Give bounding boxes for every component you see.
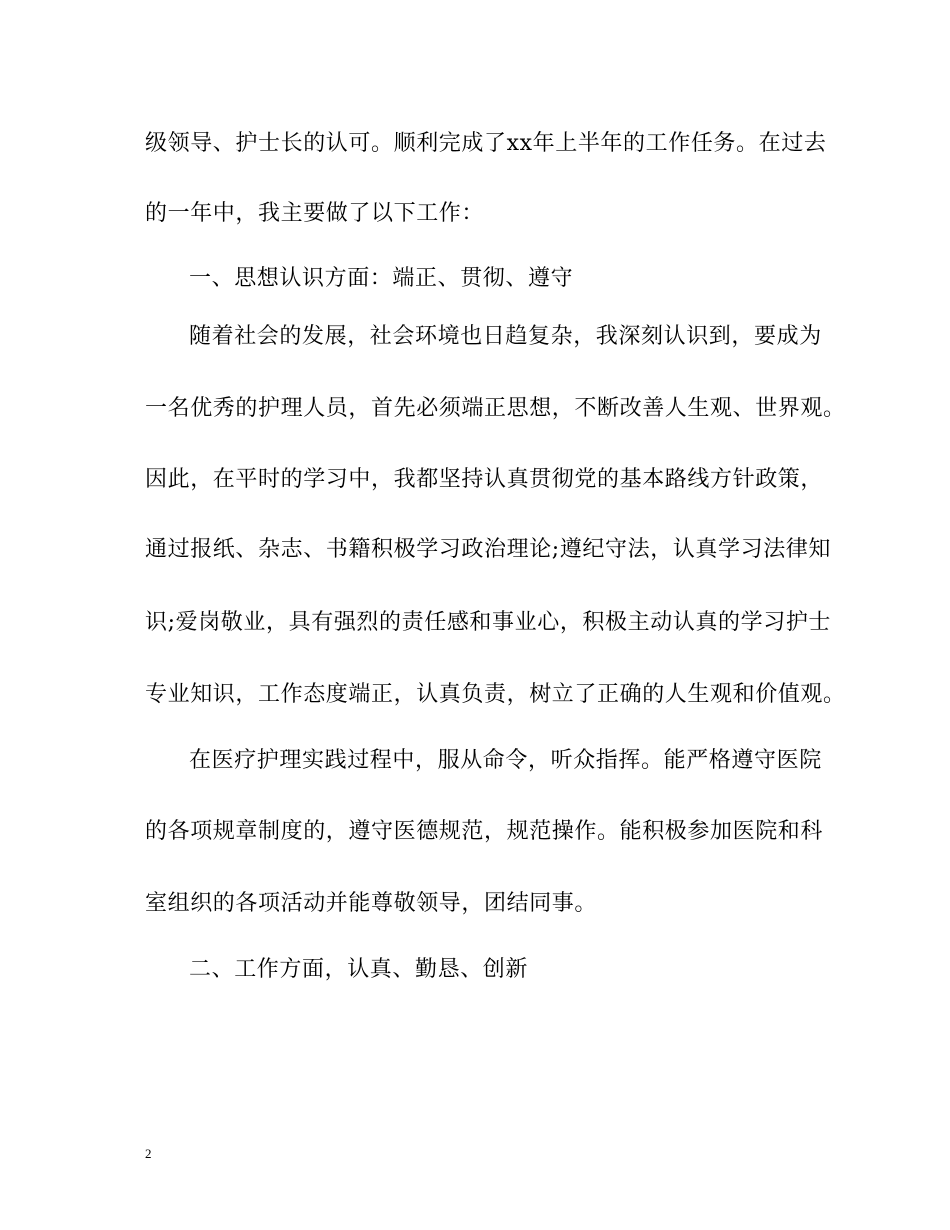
text-line: 一名优秀的护理人员，首先必须端正思想，不断改善人生观、世界观。 — [145, 396, 846, 421]
text-line: 室组织的各项活动并能尊敬领导，团结同事。 — [145, 891, 598, 916]
paragraph-start: 随着社会的发展，社会环境也日趋复杂，我深刻认识到，要成为 — [189, 324, 822, 349]
text-line: 的一年中，我主要做了以下工作： — [145, 201, 485, 226]
text-line: 级领导、护士长的认可。顺利完成了xx年上半年的工作任务。在过去 — [145, 131, 827, 156]
paragraph-start: 在医疗护理实践过程中，服从命令，听众指挥。能严格遵守医院 — [189, 748, 822, 773]
text-line: 的各项规章制度的，遵守医德规范，规范操作。能积极参加医院和科 — [145, 819, 824, 844]
text-line: 专业知识，工作态度端正，认真负责，树立了正确的人生观和价值观。 — [145, 682, 846, 707]
text-line: 识;爱岗敬业，具有强烈的责任感和事业心，积极主动认真的学习护士 — [145, 610, 832, 635]
section-heading: 一、思想认识方面：端正、贯彻、遵守 — [189, 266, 574, 291]
section-heading: 二、工作方面，认真、勤恳、创新 — [189, 957, 529, 982]
text-line: 通过报纸、杂志、书籍积极学习政治理论;遵纪守法，认真学习法律知 — [145, 537, 832, 562]
text-line: 因此，在平时的学习中，我都坚持认真贯彻党的基本路线方针政策， — [145, 467, 824, 492]
page-number: 2 — [145, 1146, 152, 1161]
